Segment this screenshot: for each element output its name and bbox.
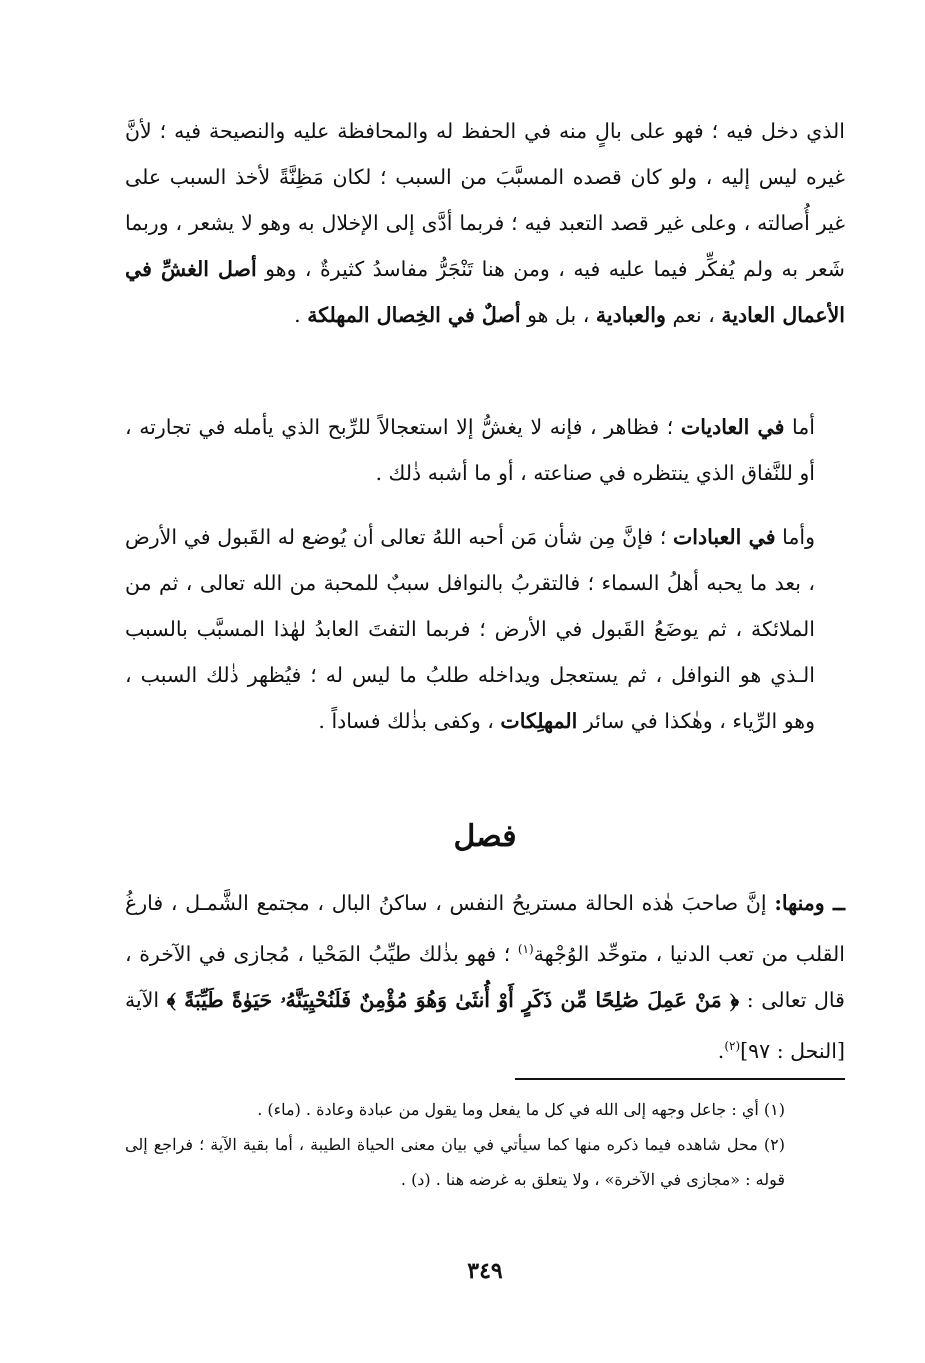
paragraph-1-text-c: ، بل هو xyxy=(527,303,590,327)
footnote-ref-1[interactable]: (١) xyxy=(517,942,534,956)
book-page xyxy=(125,0,845,1363)
footnote-ref-2[interactable]: (٢) xyxy=(724,1038,741,1053)
footnote-1: (١) أي : جاعل وجهه إلى الله في كل ما يفعل وما يقول من عبادة وعادة . (ماء) . xyxy=(257,1100,785,1119)
paragraph-4 xyxy=(125,880,845,1074)
paragraph-3-text-b: ؛ فإنَّ مِن شأن مَن أحبه اللهُ تعالى أن يُوضع له القَبول في الأرض ، بعد ما يحبه أهلُ السماء ؛ فالتقربُ بالنوافل سببٌ للمحبة من الله تعالى ، ثم من الملائكة ، ثم يوضَعُ القَبول في الأرض ؛ فربما التفتَ العابدُ لهٰذا المسبَّب بالسبب الـذي هو النوافل ، ثم يستعجل ويداخله طلبُ ما ليس له ؛ فيُظهر ذٰلك السبب ، وهو الرِّياء ، وهٰكذا في سائر xyxy=(125,525,815,733)
paragraph-4-text-a: إنَّ صاحبَ هٰذه الحالة مستريحُ النفس ، ساكنُ البال ، مجتمع الشَّمـل ، فارغُ القلب من تعب الدنيا ، متوحِّد الوُجْهة xyxy=(125,891,845,966)
paragraph-1-text-a: الذي دخل فيه ؛ فهو على بالٍ منه في الحفظ له والمحافظة عليه والنصيحة فيه ؛ لأنَّ غيره ليس إليه ، ولو كان قصده المسبَّبَ من السبب ؛ لكان مَظِنَّةً لأخذ السبب على غير أُصالته ، وعلى غير قصد التعبد فيه ؛ فربما أدَّى إلى الإخلال به وهو لا يشعر ، وربما شَعر به ولم يُفكِّر فيما عليه فيه ، ومن هنا تَنْجَرُّ مفاسدُ كثيرةٌ ، وهو xyxy=(125,119,845,281)
paragraph-3-text-c: ، وكفى بذٰلك فساداً . xyxy=(318,709,494,733)
paragraph-2 xyxy=(125,404,845,496)
paragraph-4-lead: ــ ومنها: xyxy=(774,891,845,915)
paragraph-4-text-d: . xyxy=(717,1038,725,1063)
paragraph-4-text-b: ؛ فهو بذٰلك طيِّبُ المَحْيا ، مُجازى في الآخرة ، قال تعالى : xyxy=(125,941,845,1012)
paragraph-3-text-a: وأما xyxy=(782,525,815,549)
paragraph-1-bold-a: أصل الغشِّ في الأعمال العادية xyxy=(125,257,845,327)
paragraph-1 xyxy=(125,108,845,338)
paragraph-1-bold-c: أصلٌ في الخِصال المهلكة xyxy=(307,303,521,327)
footnotes xyxy=(125,1092,845,1197)
paragraph-1-bold-b: والعبادية xyxy=(595,303,666,327)
paragraph-3 xyxy=(125,514,845,744)
footnote-divider xyxy=(515,1078,845,1080)
paragraph-2-bold-a: في العاديات xyxy=(680,415,785,439)
paragraph-3-bold-b: المهلِكات xyxy=(500,709,578,733)
page-number: ٣٤٩ xyxy=(467,1258,503,1284)
paragraph-4-text-c: الآية [النحل : ٩٧] xyxy=(125,987,845,1063)
paragraph-1-text-d: . xyxy=(294,303,301,327)
footnote-2: (٢) محل شاهده فيما ذكره منها كما سيأتي في بيان معنى الحياة الطيبة ، أما بقية الآية ؛ فراجع إلى قوله : «مجازى في الآخرة» ، ولا يتعلق به غرضه هنا . (د) . xyxy=(125,1135,785,1189)
paragraph-3-bold-a: في العبادات xyxy=(672,525,776,549)
paragraph-2-text-a: أما xyxy=(792,415,815,439)
paragraph-2-text-b: ؛ فظاهر ، فإنه لا يغشُّ إلا استعجالاً للرِّبح الذي يأمله في تجارته ، أو للنَّفاق الذي ينتظره في صناعته ، أو ما أشبه ذٰلك . xyxy=(125,415,815,485)
paragraph-1-text-b: ، نعم xyxy=(672,303,715,327)
section-title: فصل xyxy=(453,819,517,854)
quran-verse: ﴿ مَنْ عَمِلَ صَٰلِحًا مِّن ذَكَرٍ أَوْ أُنثَىٰ وَهُوَ مُؤْمِنٌ فَلَنُحْيِيَنَّهُۥ حَيَوٰةً طَيِّبَةً ﴾ xyxy=(166,987,740,1012)
